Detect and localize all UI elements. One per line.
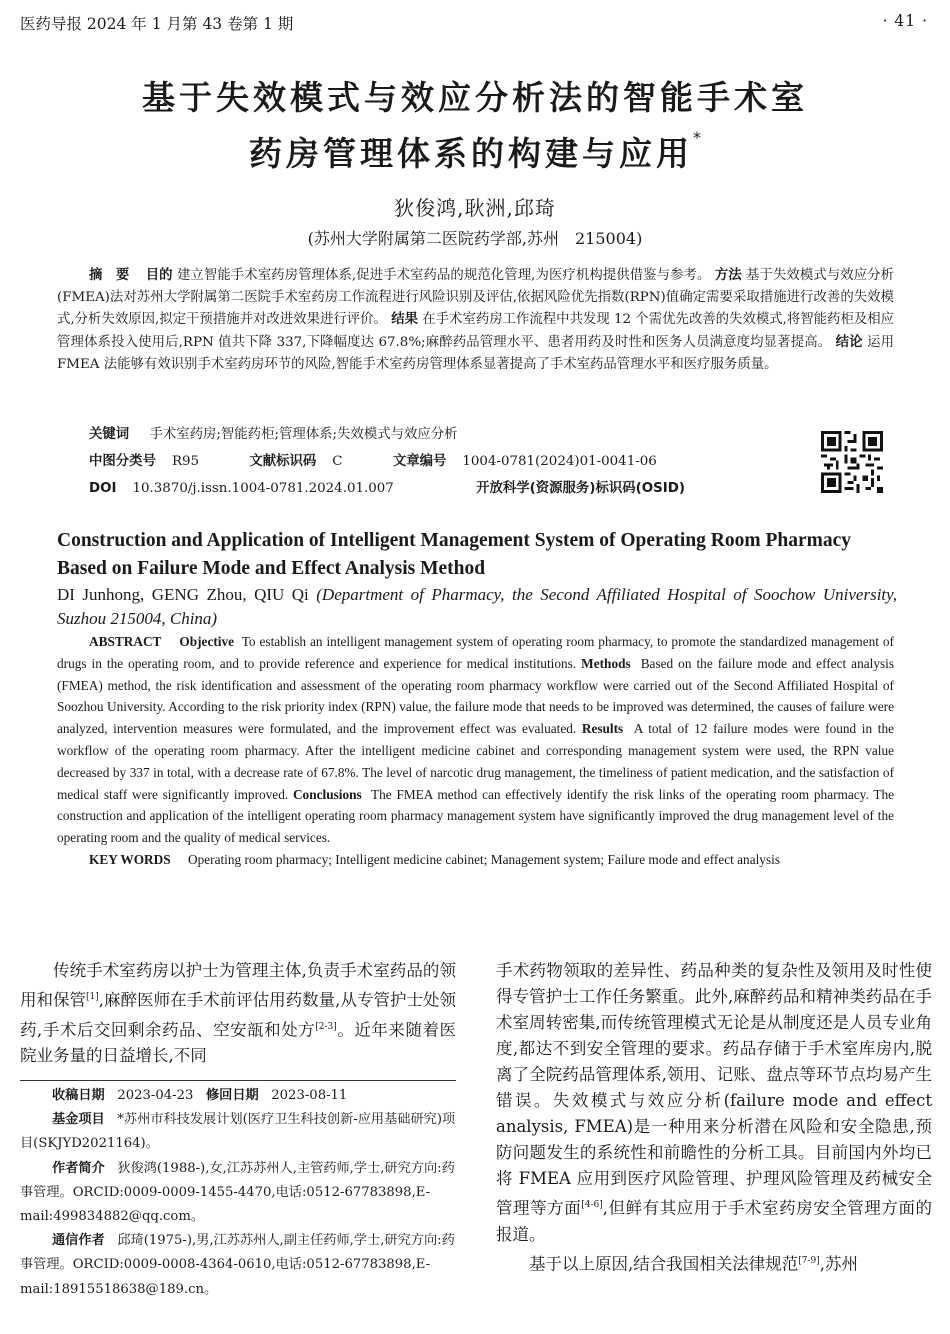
en-abstract-label: ABSTRACT (89, 634, 162, 649)
title-text: 药房管理体系的构建与应用 (249, 134, 693, 173)
doc-value: C (332, 454, 343, 469)
body-left-text-1: 传统手术室药房以护士为管理主体,负责手术室药品的领用和保管 (20, 961, 456, 1010)
osid-qr-code[interactable] (821, 431, 883, 493)
corresponding-text: 邱琦(1975-),男,江苏苏州人,副主任药师,学士,研究方向:药事管理。ORCID:0009-0008-4364-0610,电话:0512-67783898,E-mail:18915518638@189.cn。 (20, 1233, 455, 1297)
body-right-column (496, 958, 932, 1277)
english-title (57, 527, 937, 583)
doi-value: 10.3870/j.issn.1004-0781.2024.01.007 (132, 481, 394, 496)
clc-label: 中图分类号 (89, 454, 156, 469)
en-methods-text: Based on the failure mode and effect analysis (FMEA) method, the risk identification and assessment of the operating room pharmacy workflow were carried out of the Second Affiliated Hospital of Soozhou University. According to the risk priority index (RPN) value, the failure mode that needs to be improved was determined, the causes of failure were analyzed, intervention measures were formulated, and the improvement effect was evaluated. (57, 655, 895, 737)
en-objective-text: To establish an intelligent management system of operating room pharmacy, to promote the standardized management of drugs in the operating room, and to provide reference and experience for medical institutions. (57, 634, 894, 671)
title-footnote-mark: * (693, 128, 701, 147)
english-title-text: Construction and Application of Intelligent Management System of Operating Room Pharmacy Based on Failure Mode and Effect Analysis Method (57, 530, 852, 579)
results-label: 结果 (391, 312, 418, 328)
conclusion-label: 结论 (835, 334, 863, 350)
en-methods-label: Methods (581, 655, 631, 671)
keywords-label: 关键词 (89, 427, 130, 442)
english-affiliation: (Department of Pharmacy, the Second Affiliated Hospital of Soochow University, Suzhou 215004, China) (57, 585, 897, 628)
footnote-divider (20, 1080, 456, 1081)
journal-header: 医药导报 2024 年 1 月第 43 卷第 1 期 (20, 15, 294, 33)
body-right-text-3: 基于以上原因,结合我国相关法律规范 (529, 1254, 799, 1273)
english-authors (57, 583, 897, 631)
objective-label: 目的 (145, 268, 173, 283)
en-keywords-text: Operating room pharmacy; Intelligent medicine cabinet; Management system; Failure mode and effect analysis (187, 851, 780, 867)
results-text: 在手术室药房工作流程中共发现 12 个需优先改善的失效模式,将智能药柜及相应管理体系投入使用后,RPN 值共下降 337,下降幅度达 67.8%;麻醉药品管理水平、患者用药及时性和医务人员满意度均显著提高。 (57, 312, 895, 350)
article-title-line1: 基于失效模式与效应分析法的智能手术室 (142, 78, 808, 117)
fund-text: *苏州市科技发展计划(医疗卫生科技创新-应用基础研究)项目(SKJYD2021164)。 (20, 1112, 456, 1152)
en-results-label: Results (581, 721, 624, 737)
corresponding-label: 通信作者 (52, 1233, 105, 1249)
revised-label: 修回日期 (205, 1088, 259, 1103)
clc-value: R95 (171, 454, 200, 469)
article-label: 文章编号 (392, 454, 447, 469)
en-keywords-label: KEY WORDS (89, 851, 171, 867)
abstract-cn (57, 265, 894, 376)
objective-text: 建立智能手术室药房管理体系,促进手术室药品的规范化管理,为医疗机构提供借鉴与参考。 (176, 268, 711, 283)
doi-row (89, 477, 789, 496)
methods-text: 基于失效模式与效应分析(FMEA)法对苏州大学附属第二医院手术室药房工作流程进行风险识别及评估,依据风险优先指数(RPN)值确定需要采取措施进行改善的失效模式,分析失效原因,拟定干预措施并对改进效果进行评价。 (57, 268, 894, 328)
keywords-cn (89, 423, 458, 442)
classification-row (89, 450, 789, 469)
citation-4-6[interactable]: [4-6] (581, 1200, 603, 1210)
conclusion-text: 运用 FMEA 法能够有效识别手术室药房环节的风险,智能手术室药房管理体系显著提高了手术室药品管理水平和医疗服务质量。 (57, 334, 895, 372)
en-conclusions-label: Conclusions (292, 786, 362, 802)
body-left-text-2: ,麻醉医师在手术前评估用药数量,从专管护士处领药,手术后交回剩余药品、空安瓿和处方 (20, 990, 456, 1039)
doi-label: DOI (89, 481, 117, 496)
article-value: 1004-0781(2024)01-0041-06 (462, 454, 657, 469)
revised-date: 2023-08-11 (271, 1088, 348, 1103)
author-bio-text: 狄俊鸿(1988-),女,江苏苏州人,主管药师,学士,研究方向:药事管理。ORCID:0009-0009-1455-4470,电话:0512-67783898,E-mail:499834882@qq.com。 (20, 1160, 455, 1225)
authors: 狄俊鸿,耿洲,邱琦 (394, 196, 556, 220)
received-date: 2023-04-23 (117, 1088, 194, 1103)
english-abstract (57, 631, 894, 871)
en-results-text: A total of 12 failure modes were found in the workflow of the operating room pharmacy. After the intelligent medicine cabinet and corresponding management system were used, the RPN value decreased by 337 in total, with a decrease rate of 67.8%. The level of narcotic drug management, the timeliness of patient medication, and the satisfaction of medical staff were significantly improved. (57, 721, 894, 802)
body-left-text-3: 。近年来随着医院业务量的日益增长,不同 (20, 1020, 457, 1065)
author-bio-label: 作者简介 (52, 1160, 105, 1176)
abstract-label: 摘 要 (89, 268, 130, 283)
en-conclusions-text: The FMEA method can effectively identify the risk links of the operating room pharmacy. The construction and application of the intelligent operating room pharmacy management system have significantly improved the drug management level of the operating room and the quality of medical services. (57, 786, 894, 846)
body-right-text-4: ,苏州 (819, 1254, 859, 1273)
page-number: · 41 · (882, 12, 928, 30)
body-right-text-2: ,但鲜有其应用于手术室药房安全管理方面的报道。 (496, 1198, 933, 1244)
fund-label: 基金项目 (52, 1112, 105, 1128)
english-author-names: DI Junhong, GENG Zhou, QIU Qi (57, 585, 309, 604)
body-left-column (20, 958, 456, 1069)
article-title-line2 (0, 128, 950, 175)
affiliation: (苏州大学附属第二医院药学部,苏州 215004) (307, 229, 643, 248)
citation-1[interactable]: [1] (86, 992, 99, 1002)
citation-7-9[interactable]: [7-9] (798, 1255, 820, 1266)
citation-2-3[interactable]: [2-3] (315, 1021, 337, 1032)
en-objective-label: Objective (179, 634, 235, 649)
footnotes (20, 1084, 456, 1302)
doc-label: 文献标识码 (249, 454, 317, 469)
received-label: 收稿日期 (52, 1088, 105, 1103)
keywords-text: 手术室药房;智能药柜;管理体系;失效模式与效应分析 (149, 427, 458, 442)
osid-label: 开放科学(资源服务)标识码(OSID) (476, 481, 685, 496)
methods-label: 方法 (714, 268, 742, 283)
body-right-text-1: 手术药物领取的差异性、药品种类的复杂性及领用及时性使得专管护士工作任务繁重。此外,麻醉药品和精神类药品在手术室周转密集,而传统管理模式无论是从制度还是人员专业角度,都达不到安全管理的要求。药品存储于手术室库房内,脱离了全院药品管理体系,领用、记账、盘点等环节点均易产生错误。失效模式与效应分析(failure mode and effect analysis, FMEA)是一种用来分析潜在风险和安全隐患,预防问题发生的系统性和前瞻性的分析工具。目前国内外均已将 FMEA 应用到医疗风险管理、护理风险管理及药械安全管理等方面 (496, 961, 932, 1218)
